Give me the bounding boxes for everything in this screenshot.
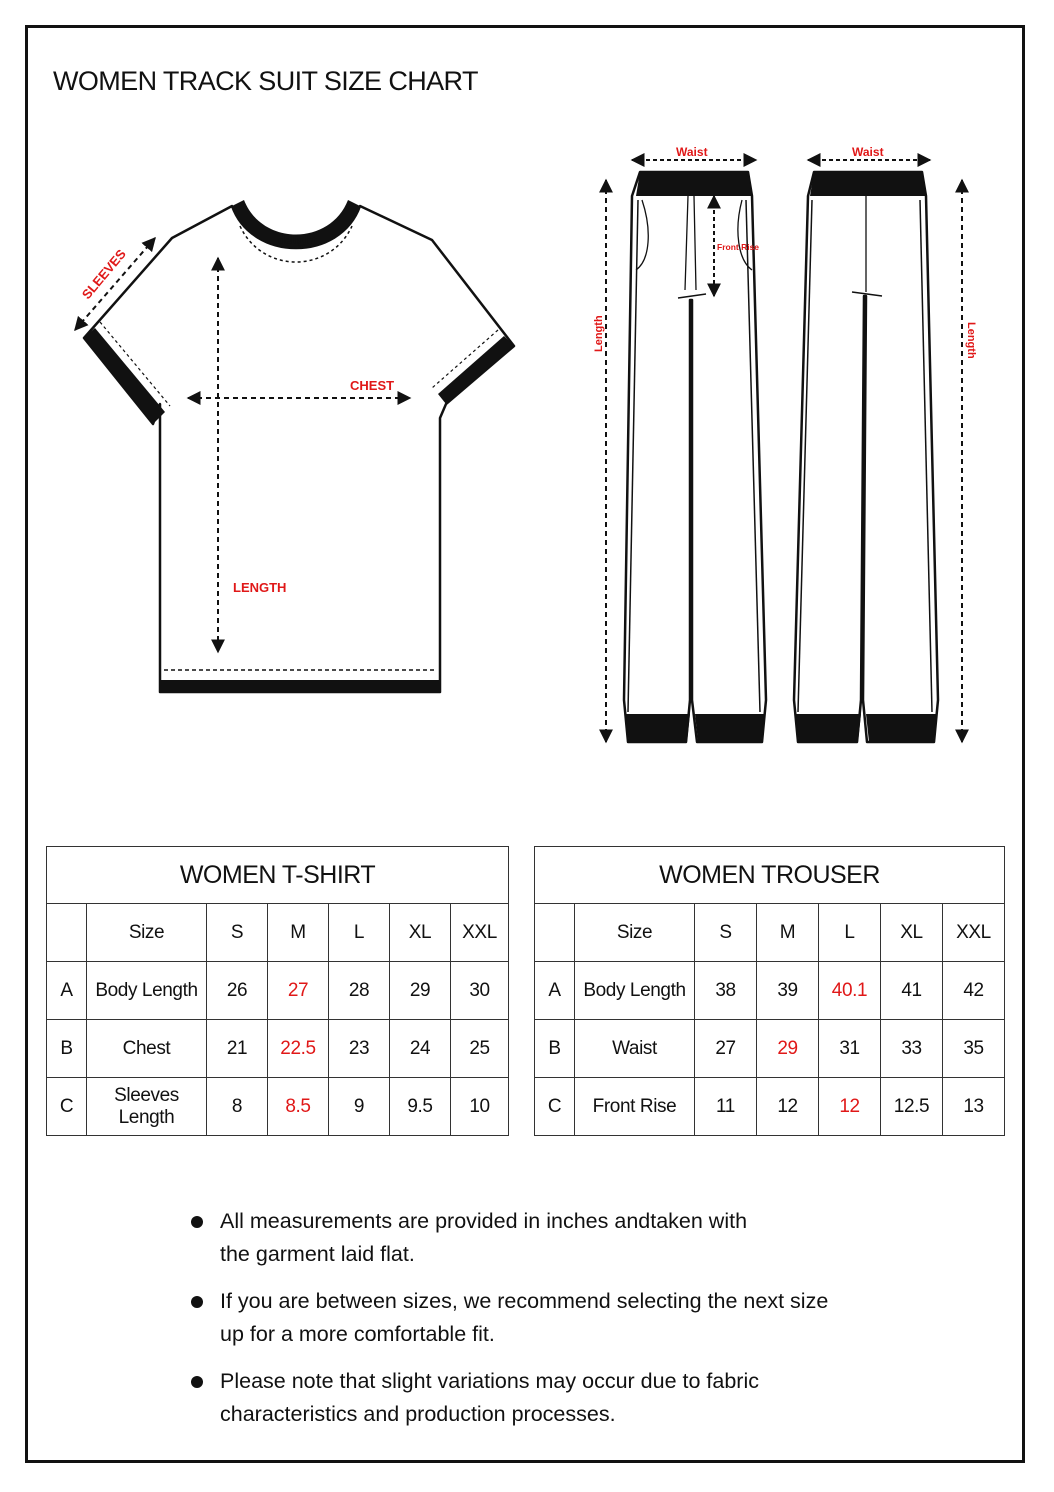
cell: 12 [819, 1078, 881, 1136]
trouser-size-table [534, 846, 1005, 1136]
trouser-table-title: WOMEN TROUSER [535, 847, 1005, 904]
measurement-notes [186, 1205, 926, 1445]
cell: 27 [695, 1020, 757, 1078]
note-line: All measurements are provided in inches andtaken with [220, 1209, 748, 1233]
bullet-icon [191, 1216, 203, 1228]
trouser-back-left-cuff [796, 714, 861, 742]
cell: 41 [881, 962, 943, 1020]
cell: 33 [881, 1020, 943, 1078]
row-label: Body Length [575, 962, 695, 1020]
tshirt-hem [160, 680, 440, 692]
cell: 25 [451, 1020, 509, 1078]
back-length-label: Length [965, 322, 977, 359]
table-row [535, 1020, 1005, 1078]
header-cell: XL [390, 904, 451, 962]
cell: 21 [207, 1020, 268, 1078]
tshirt-length-label: LENGTH [233, 580, 287, 595]
cell: 24 [390, 1020, 451, 1078]
note-line: up for a more comfortable fit. [220, 1322, 495, 1346]
page-title: WOMEN TRACK SUIT SIZE CHART [53, 66, 478, 96]
cell: 8 [207, 1078, 268, 1136]
cell: 12.5 [881, 1078, 943, 1136]
cell: 13 [943, 1078, 1005, 1136]
row-letter: C [535, 1078, 575, 1136]
cell: 35 [943, 1020, 1005, 1078]
trouser-front-left-cuff [626, 714, 690, 742]
front-length-label: Length [593, 315, 605, 352]
header-cell: S [207, 904, 268, 962]
header-cell: M [268, 904, 329, 962]
trouser-back-waistband [810, 172, 926, 196]
bullet-icon [191, 1296, 203, 1308]
cell: 39 [757, 962, 819, 1020]
tshirt-size-table [46, 846, 509, 1136]
trouser-back-drawing [794, 172, 938, 742]
header-cell: XXL [943, 904, 1005, 962]
row-label: Front Rise [575, 1078, 695, 1136]
header-cell: Size [575, 904, 695, 962]
trouser-front-drawing [624, 172, 766, 742]
cell: 8.5 [268, 1078, 329, 1136]
cell: 9 [329, 1078, 390, 1136]
tshirt-header-row [47, 904, 509, 962]
header-cell: L [329, 904, 390, 962]
row-letter: B [47, 1020, 87, 1078]
cell: 30 [451, 962, 509, 1020]
cell: 22.5 [268, 1020, 329, 1078]
tshirt-outline [84, 206, 514, 692]
table-row [47, 1020, 509, 1078]
cell: 23 [329, 1020, 390, 1078]
header-cell: Size [87, 904, 207, 962]
header-cell [47, 904, 87, 962]
header-cell: S [695, 904, 757, 962]
header-cell: XL [881, 904, 943, 962]
row-label: Chest [87, 1020, 207, 1078]
bullet-icon [191, 1376, 203, 1388]
list-item [186, 1205, 926, 1271]
tshirt-drawing [75, 200, 514, 692]
table-row [535, 962, 1005, 1020]
cell: 12 [757, 1078, 819, 1136]
row-letter: A [47, 962, 87, 1020]
row-letter: C [47, 1078, 87, 1136]
header-cell: XXL [451, 904, 509, 962]
cell: 10 [451, 1078, 509, 1136]
cell: 26 [207, 962, 268, 1020]
cell: 27 [268, 962, 329, 1020]
row-label: Waist [575, 1020, 695, 1078]
note-line: If you are between sizes, we recommend selecting the next size [220, 1289, 829, 1313]
cell: 11 [695, 1078, 757, 1136]
brand-tag: delight [278, 232, 317, 247]
row-letter: B [535, 1020, 575, 1078]
list-item [186, 1285, 926, 1351]
cell: 38 [695, 962, 757, 1020]
note-line: Please note that slight variations may occur due to fabric [220, 1369, 759, 1393]
row-letter: A [535, 962, 575, 1020]
trouser-front-right-cuff [695, 714, 764, 742]
cell: 40.1 [819, 962, 881, 1020]
header-cell [535, 904, 575, 962]
sleeves-label: SLEEVES [78, 246, 129, 302]
cell: 29 [757, 1020, 819, 1078]
front-waist-label: Waist [676, 145, 708, 159]
table-row [47, 962, 509, 1020]
trouser-header-row [535, 904, 1005, 962]
front-rise-label: Front Rise [717, 242, 760, 252]
tshirt-table-title: WOMEN T-SHIRT [47, 847, 509, 904]
note-line: characteristics and production processes. [220, 1402, 616, 1426]
header-cell: M [757, 904, 819, 962]
cell: 9.5 [390, 1078, 451, 1136]
trouser-back-right-cuff [866, 714, 936, 742]
cell: 42 [943, 962, 1005, 1020]
list-item [186, 1365, 926, 1431]
header-cell: L [819, 904, 881, 962]
cell: 31 [819, 1020, 881, 1078]
cell: 29 [390, 962, 451, 1020]
cell: 28 [329, 962, 390, 1020]
table-row [47, 1078, 509, 1136]
row-label: Sleeves Length [87, 1078, 207, 1136]
note-line: the garment laid flat. [220, 1242, 415, 1266]
table-row [535, 1078, 1005, 1136]
chest-label: CHEST [350, 378, 395, 393]
row-label: Body Length [87, 962, 207, 1020]
back-waist-label: Waist [852, 145, 884, 159]
trouser-front-waistband [636, 172, 752, 196]
